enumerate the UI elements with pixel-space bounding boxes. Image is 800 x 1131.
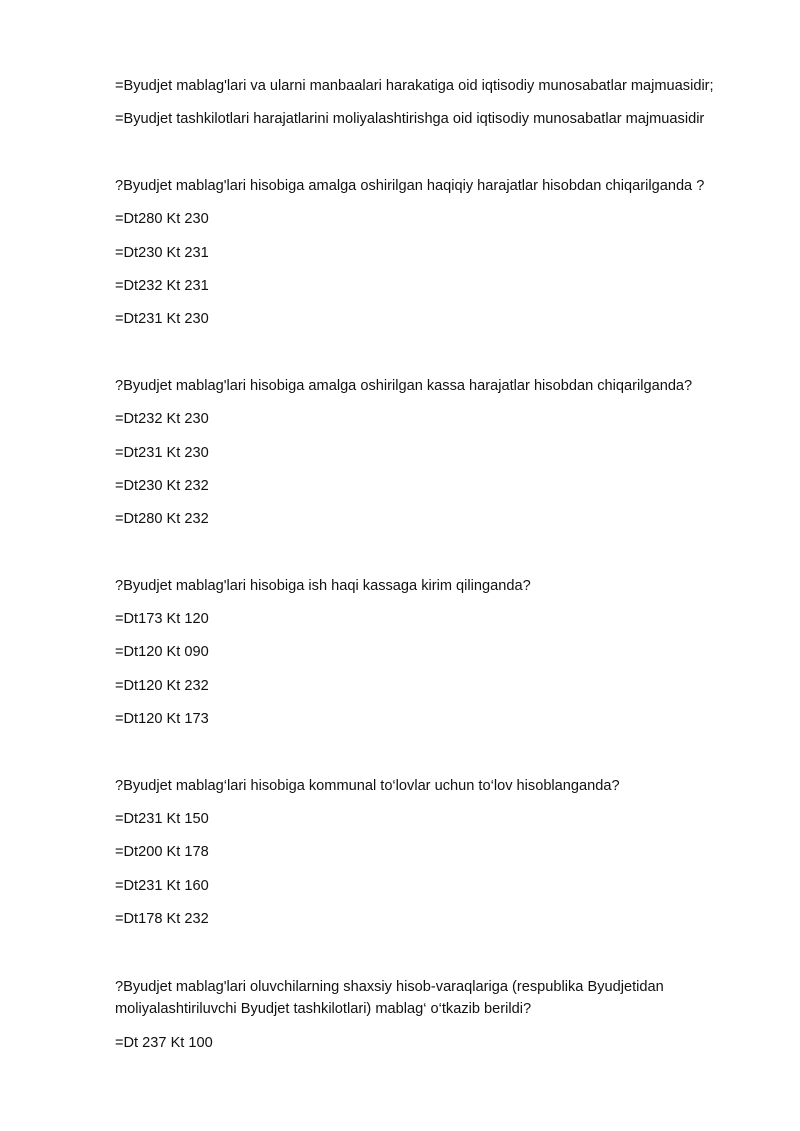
question-text: ?Byudjet mablag'lari hisobiga ish haqi kassaga kirim qilinganda?: [115, 577, 531, 594]
answer-option: =Dt120 Kt 090: [115, 644, 209, 661]
answer-option: =Dt 237 Kt 100: [115, 1034, 213, 1051]
question-text: ?Byudjet mablag'lari hisobiga amalga oshirilgan kassa harajatlar hisobdan chiqarilganda?: [115, 377, 693, 394]
answer-option: =Dt232 Kt 230: [115, 411, 209, 428]
question-block: [115, 176, 755, 330]
lead-answer: =Byudjet tashkilotlari harajatlarini moliyalashtirishga oid iqtisodiy munosabatlar majmuasidir: [115, 111, 705, 128]
answer-option: =Dt231 Kt 150: [115, 811, 209, 828]
answer-option: =Dt230 Kt 232: [115, 477, 209, 494]
answer-option: =Dt231 Kt 160: [115, 877, 209, 894]
question-text: ?Byudjet mablag‘lari hisobiga kommunal to‘lovlar uchun to‘lov hisoblanganda?: [115, 777, 620, 794]
spacer: [115, 743, 755, 776]
spacer: [115, 343, 755, 376]
answer-option: =Dt280 Kt 232: [115, 511, 209, 528]
answer-option: =Dt120 Kt 232: [115, 677, 209, 694]
document-body: [115, 76, 755, 1066]
question-block: [115, 776, 755, 930]
answer-option: =Dt280 Kt 230: [115, 211, 209, 228]
question-block: [115, 576, 755, 730]
question-text: ?Byudjet mablag'lari oluvchilarning shaxsiy hisob-varaqlariga (respublika Byudjetidan moliyalashtiriluvchi Byudjet tashkilotlari) mablag‘ o‘tkazib berildi?: [115, 978, 664, 1017]
answer-option: =Dt200 Kt 178: [115, 844, 209, 861]
answer-option: =Dt173 Kt 120: [115, 611, 209, 628]
answer-option: =Dt232 Kt 231: [115, 277, 209, 294]
question-block: [115, 376, 755, 530]
answer-option: =Dt178 Kt 232: [115, 911, 209, 928]
spacer: [115, 543, 755, 576]
spacer: [115, 143, 755, 176]
lead-answer: =Byudjet mablag'lari va ularni manbaalari harakatiga oid iqtisodiy munosabatlar majmuasidir;: [115, 78, 714, 94]
answer-option: =Dt120 Kt 173: [115, 711, 209, 728]
question-block: [115, 976, 755, 1053]
question-text: ?Byudjet mablag'lari hisobiga amalga oshirilgan haqiqiy harajatlar hisobdan chiqarilganda ?: [115, 177, 705, 194]
answer-option: =Dt231 Kt 230: [115, 311, 209, 328]
answer-option: =Dt230 Kt 231: [115, 244, 209, 261]
spacer: [115, 943, 755, 976]
answer-option: =Dt231 Kt 230: [115, 444, 209, 461]
